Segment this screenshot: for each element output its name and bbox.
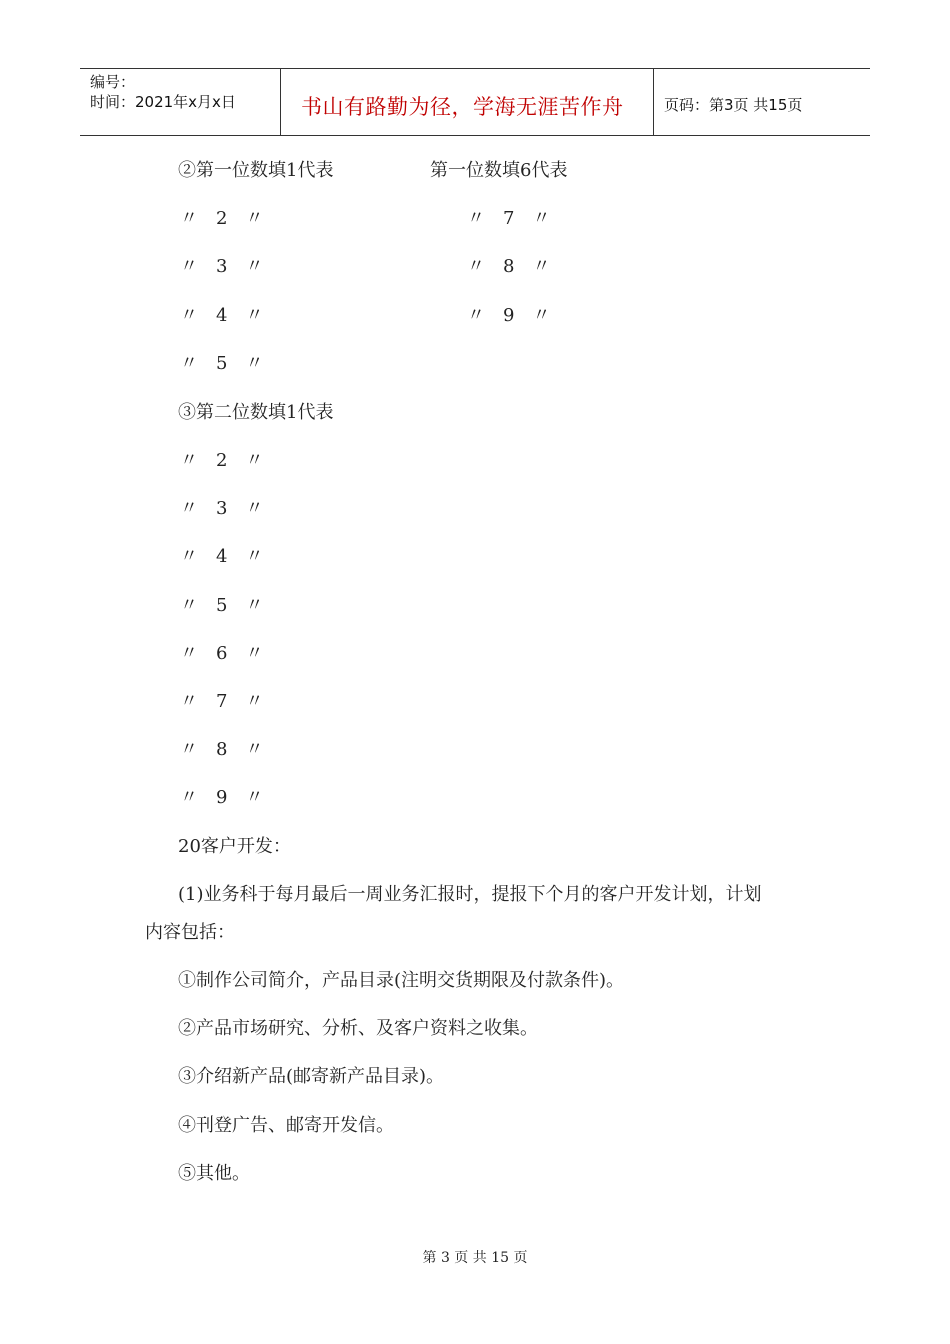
item-20-paragraph-line-1: (1)业务科于每月最后一周业务汇报时，提报下个月的客户开发计划，计划 (178, 884, 762, 905)
header-motto-cell (281, 69, 654, 135)
section-3-row: 〃 3 〃 (180, 498, 264, 519)
section-3-row: 〃 6 〃 (180, 643, 264, 664)
item-20-list-item: ③介绍新产品(邮寄新产品目录)。 (178, 1066, 445, 1087)
header-page-info: 页码：第3页 共15页 (664, 96, 803, 114)
section-2-right-row: 〃 8 〃 (467, 256, 551, 277)
section-2-right-row: 〃 9 〃 (467, 305, 551, 326)
section-2-right-row: 〃 7 〃 (467, 208, 551, 229)
section-2-col2-title: 第一位数填6代表 (430, 160, 568, 181)
header-motto: 书山有路勤为径，学海无涯苦作舟 (301, 95, 624, 119)
item-20-list-item: ⑤其他。 (178, 1163, 250, 1184)
section-3-row: 〃 7 〃 (180, 691, 264, 712)
section-2-left-row: 〃 2 〃 (180, 208, 264, 229)
item-20-paragraph-line-2: 内容包括： (145, 922, 235, 943)
item-20-title: 20客户开发： (178, 836, 291, 857)
section-2-left-row: 〃 4 〃 (180, 305, 264, 326)
section-2-left-row: 〃 5 〃 (180, 353, 264, 374)
section-3-row: 〃 2 〃 (180, 450, 264, 471)
item-20-list-item: ④刊登广告、邮寄开发信。 (178, 1115, 394, 1136)
header-meta-cell (80, 69, 281, 135)
header-number-label: 编号： (90, 73, 136, 91)
section-3-title: ③第二位数填1代表 (178, 402, 334, 423)
section-2-title: ②第一位数填1代表 (178, 160, 334, 181)
page-header (80, 68, 870, 136)
item-20-list-item: ②产品市场研究、分析、及客户资料之收集。 (178, 1018, 538, 1039)
section-3-row: 〃 5 〃 (180, 595, 264, 616)
section-3-row: 〃 4 〃 (180, 546, 264, 567)
header-date-label: 时间：2021年x月x日 (90, 93, 236, 111)
item-20-list-item: ①制作公司简介，产品目录(注明交货期限及付款条件)。 (178, 970, 625, 991)
section-2-left-row: 〃 3 〃 (180, 256, 264, 277)
page-footer: 第 3 页 共 15 页 (422, 1250, 528, 1266)
section-3-row: 〃 9 〃 (180, 787, 264, 808)
section-3-row: 〃 8 〃 (180, 739, 264, 760)
header-page-cell (654, 69, 870, 135)
